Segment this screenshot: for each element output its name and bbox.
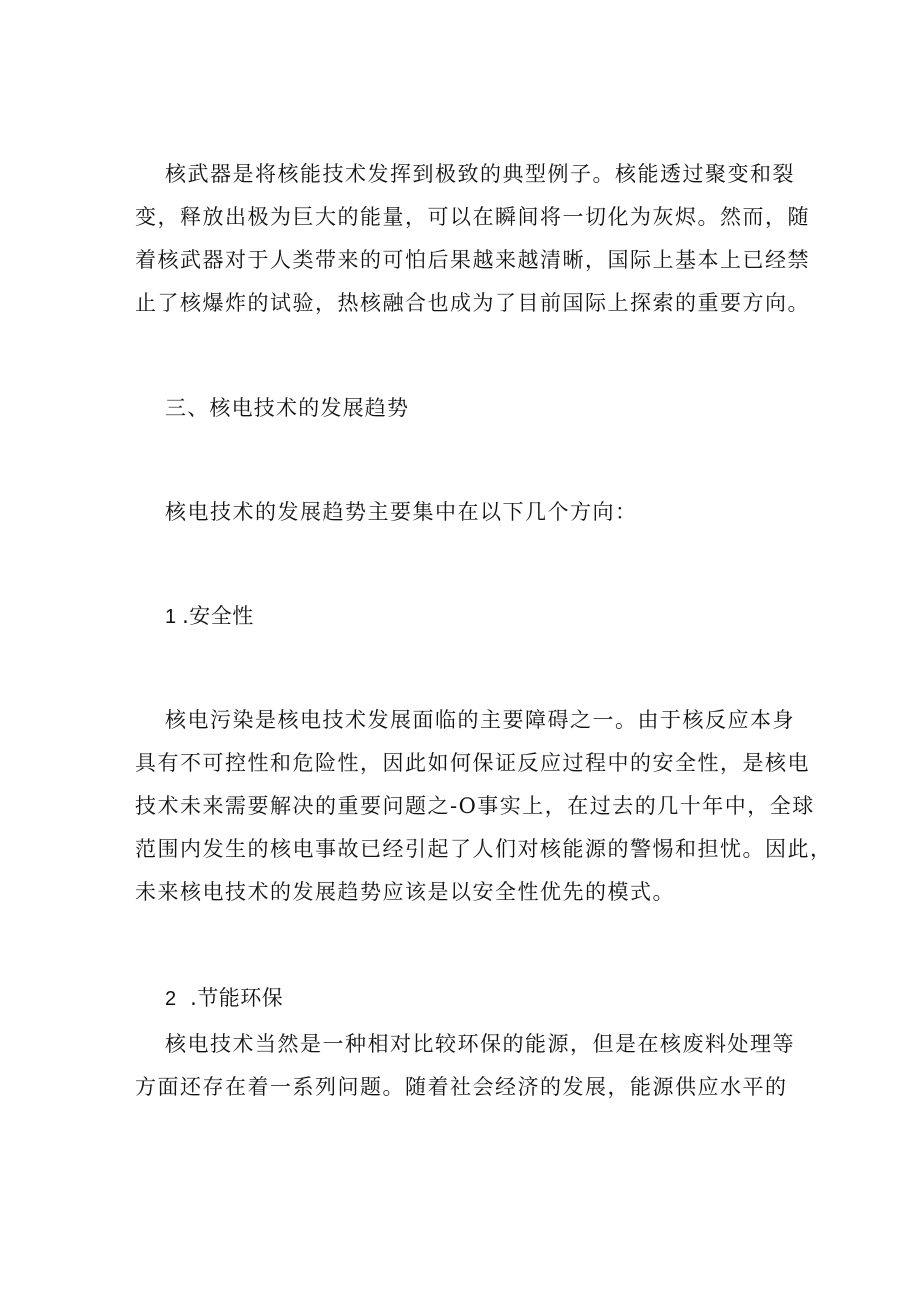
- paragraph-line: 变，释放出极为巨大的能量，可以在瞬间将一切化为灰烬。然而，随: [135, 205, 810, 229]
- paragraph-line: 核电污染是核电技术发展面临的主要障碍之一。由于核反应本身: [165, 708, 795, 732]
- section-heading: 三、核电技术的发展趋势: [165, 396, 410, 420]
- paragraph-line: 范围内发生的核电事故已经引起了人们对核能源的警惕和担忧。因此，: [135, 837, 833, 861]
- item-heading-energy-saving: [165, 983, 283, 1014]
- item-number: 1: [165, 606, 177, 628]
- paragraph-line: 止了核爆炸的试验，热核融合也成为了目前国际上探索的重要方向。: [135, 291, 810, 315]
- item-title: .节能环保: [190, 986, 284, 1010]
- item-number: 2: [165, 988, 177, 1010]
- paragraph-line: 技术未来需要解决的重要问题之-O事实上，在过去的几十年中，全球: [135, 794, 815, 818]
- section-intro: 核电技术的发展趋势主要集中在以下几个方向：: [165, 500, 638, 524]
- paragraph-line: 核武器是将核能技术发挥到极致的典型例子。核能透过聚变和裂: [165, 162, 795, 186]
- item-title: .安全性: [182, 604, 254, 628]
- paragraph-line: 着核武器对于人类带来的可怕后果越来越清晰，国际上基本上已经禁: [135, 248, 810, 272]
- paragraph-line: 方面还存在着一系列问题。随着社会经济的发展，能源供应水平的: [135, 1075, 788, 1099]
- paragraph-line: 未来核电技术的发展趋势应该是以安全性优先的模式。: [135, 880, 675, 904]
- paragraph-line: 具有不可控性和危险性，因此如何保证反应过程中的安全性，是核电: [135, 751, 810, 775]
- item-heading-safety: [165, 601, 254, 632]
- paragraph-line: 核电技术当然是一种相对比较环保的能源，但是在核废料处理等: [165, 1032, 795, 1056]
